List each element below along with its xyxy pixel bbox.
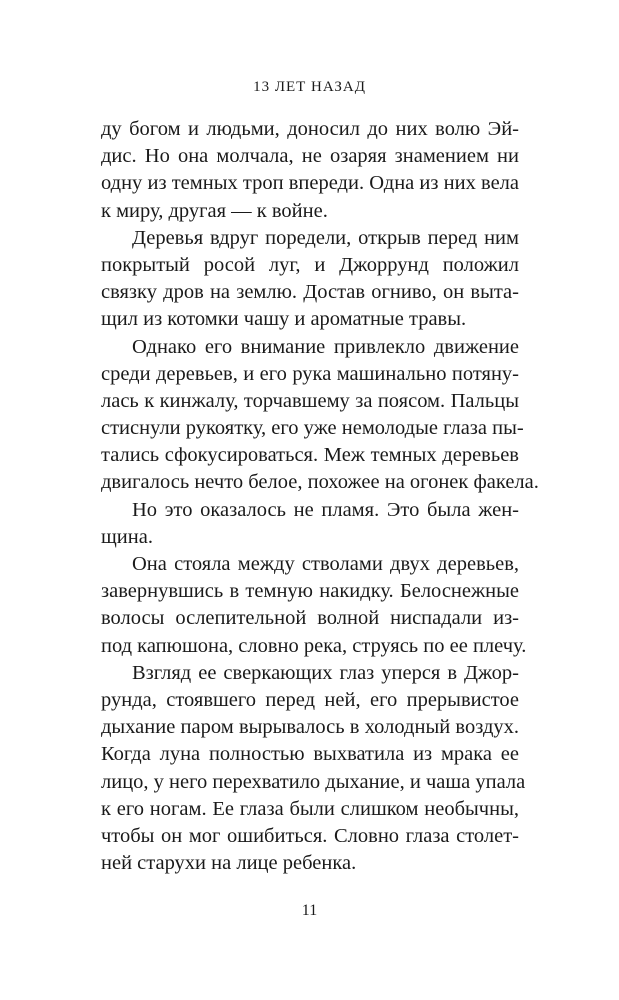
text-line: ней старухи на лице ребенка.: [101, 852, 357, 875]
text-line: среди деревьев, и его рука машинально потяну-: [101, 362, 519, 385]
text-line: под капюшона, словно река, струясь по ее плечу.: [101, 634, 527, 657]
text-line: Когда луна полностью выхватила из мрака ее: [101, 743, 519, 766]
text-line: тались сфокусироваться. Меж темных деревьев: [101, 444, 519, 467]
text-line: волосы ослепительной волной ниспадали из-: [101, 607, 519, 630]
text-line: дыхание паром вырывалось в холодный воздух.: [101, 716, 519, 739]
text-line: дис. Но она молчала, не озаряя знамением ни: [101, 145, 519, 168]
text-line: ду богом и людьми, доносил до них волю Эй-: [101, 118, 519, 140]
text-line: Деревья вдруг поредели, открыв перед ним: [132, 226, 519, 249]
text-line: щина.: [101, 525, 153, 548]
text-line: щил из котомки чашу и ароматные травы.: [101, 308, 467, 331]
text-line: Взгляд ее сверкающих глаз уперся в Джор-: [132, 661, 519, 684]
text-line: Но это оказалось не пламя. Это была жен-: [132, 498, 519, 521]
text-line: чтобы он мог ошибиться. Словно глаза столет-: [101, 824, 519, 847]
text-line: стиснули рукоятку, его уже немолодые глаза пы-: [101, 417, 524, 440]
page-number: 11: [301, 902, 318, 919]
text-line: одну из темных троп впереди. Одна из них вела: [101, 172, 519, 195]
text-line: двигалось нечто белое, похожее на огонек факела.: [101, 471, 539, 494]
body-text: [101, 116, 539, 877]
text-line: к его ногам. Ее глаза были слишком необычны,: [101, 797, 519, 820]
text-line: к миру, другая — к войне.: [101, 199, 328, 222]
text-line: связку дров на землю. Достав огниво, он выта-: [101, 281, 519, 304]
text-line: лась к кинжалу, торчавшему за поясом. Пальцы: [101, 389, 519, 412]
text-line: завернувшись в темную накидку. Белоснежные: [101, 580, 519, 603]
text-line: Однако его внимание привлекло движение: [132, 335, 519, 358]
text-line: лицо, у него перехватило дыхание, и чаша упала: [101, 770, 526, 793]
running-header: 13 ЛЕТ НАЗАД: [253, 79, 366, 95]
text-line: покрытый росой луг, и Джоррунд положил: [101, 253, 519, 276]
text-line: рунда, стоявшего перед ней, его прерывистое: [101, 688, 519, 711]
text-line: Она стояла между стволами двух деревьев,: [132, 553, 519, 575]
